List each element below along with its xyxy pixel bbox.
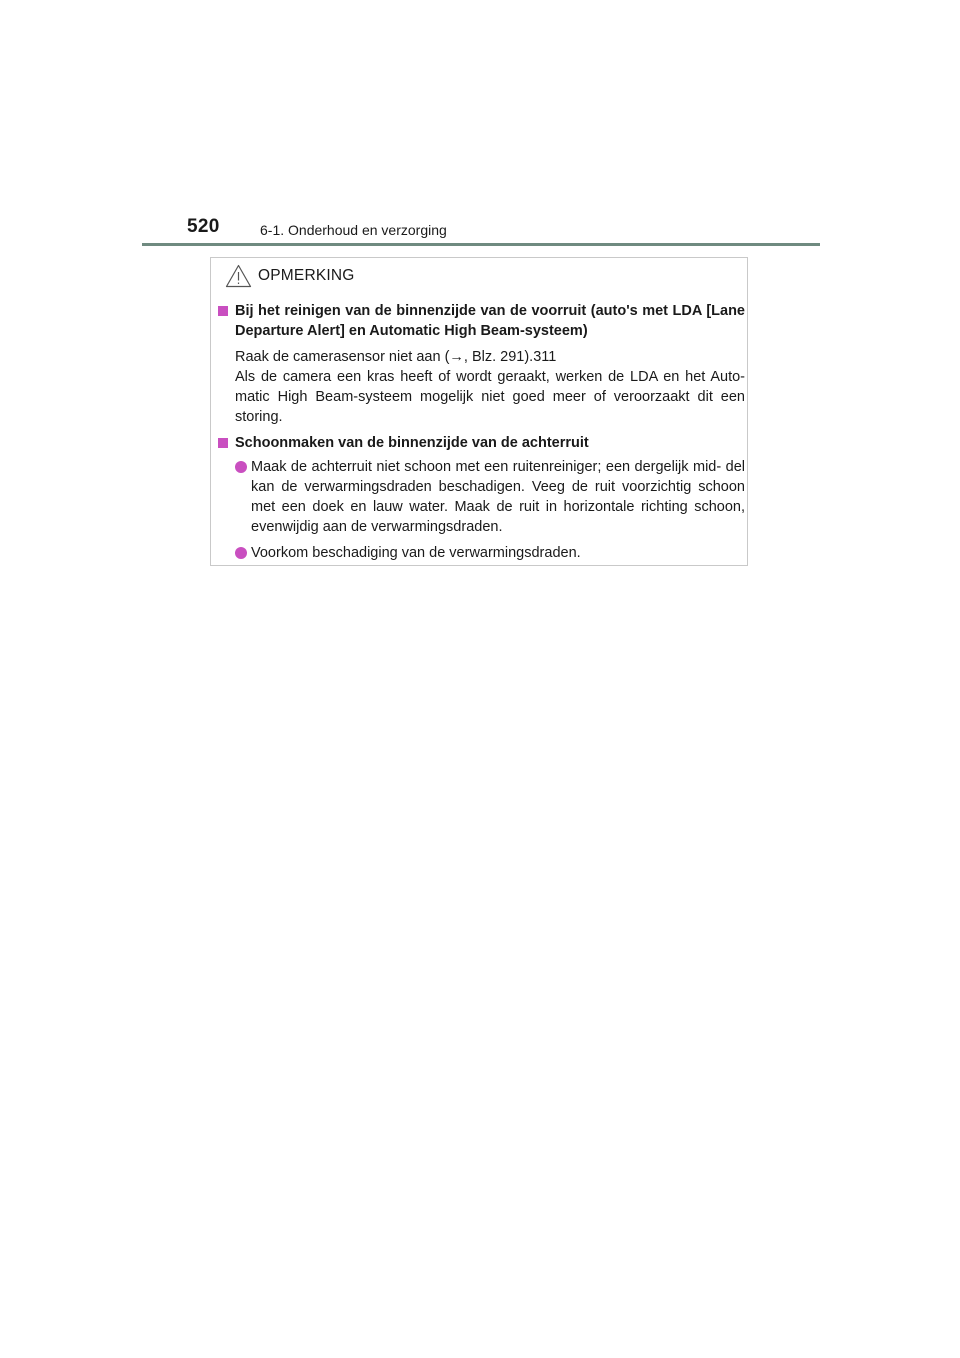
section-title: 6-1. Onderhoud en verzorging [260, 222, 447, 238]
notice-box [210, 257, 748, 566]
header-rule [142, 243, 820, 246]
dot-bullet-icon [235, 461, 247, 473]
bullet-text: Voorkom beschadiging van de verwarmingsdraden. [251, 545, 581, 561]
bullet-text: Maak de achterruit niet schoon met een ruitenreiniger; een dergelijk mid- del kan de verwarmingsdraden beschadigen. Veeg de ruit voorzichtig schoon met een doek en lauw water. Maak de ruit in horizontale richting schoon, evenwijdig aan de verwarmingsdraden. [251, 459, 745, 535]
dot-bullet-icon [235, 547, 247, 559]
notice-paragraph: Raak de camerasensor niet aan (→, Blz. 291).311 [235, 349, 557, 365]
notice-body [217, 301, 745, 569]
notice-item [217, 301, 745, 427]
notice-item-title: Bij het reinigen van de binnenzijde van de voorruit (auto's met LDA [Lane Departure Alert] en Automatic High Beam-systeem) [235, 303, 745, 339]
warning-triangle-icon [225, 264, 252, 288]
bullet-item [235, 457, 745, 537]
notice-paragraph: Als de camera een kras heeft of wordt geraakt, werken de LDA en het Auto- matic High Beam-systeem mogelijk niet goed meer of veroorzaakt dit een storing. [235, 369, 745, 425]
bullet-item [235, 543, 745, 563]
page-header [142, 0, 820, 248]
notice-label: OPMERKING [258, 267, 355, 284]
square-bullet-icon [218, 306, 228, 316]
notice-heading [225, 264, 355, 288]
notice-item-title: Schoonmaken van de binnenzijde van de achterruit [235, 435, 589, 451]
notice-item [217, 433, 745, 563]
square-bullet-icon [218, 438, 228, 448]
page-number: 520 [187, 216, 220, 237]
